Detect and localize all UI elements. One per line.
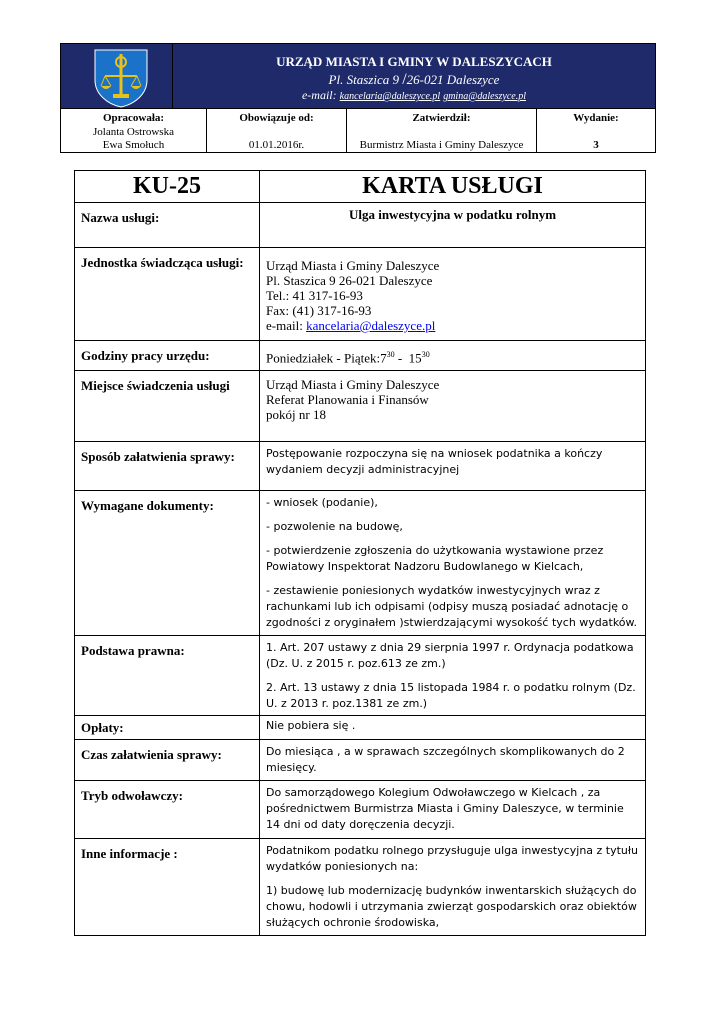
meta-approved [347, 109, 537, 153]
service-card-table [74, 170, 646, 936]
row-time [75, 740, 646, 781]
place-line: Urząd Miasta i Gminy Daleszyce [266, 377, 440, 392]
procedure-label: Sposób załatwienia sprawy: [75, 442, 260, 491]
place-line: Referat Planowania i Finansów [266, 392, 429, 407]
procedure-value: Postępowanie rozpoczyna się na wniosek podatnika a kończy wydaniem decyzji administracyjnej [260, 442, 646, 491]
row-appeal [75, 781, 646, 839]
document-item: - wniosek (podanie), [266, 496, 378, 509]
prepared-label: Opracowała: [102, 112, 165, 124]
row-place [75, 371, 646, 442]
unit-label: Jednostka świadcząca usługi: [75, 248, 260, 341]
row-procedure [75, 442, 646, 491]
hours-label: Godziny pracy urzędu: [75, 341, 260, 371]
place-label: Miejsce świadczenia usługi [75, 371, 260, 442]
appeal-value: Do samorządowego Kolegium Odwoławczego w Kielcach , za pośrednictwem Burmistrza Miasta i Gminy Daleszyce, w terminie 14 dni od daty doręczenia decyzji. [260, 781, 646, 839]
legal-item: 2. Art. 13 ustawy z dnia 15 listopada 1984 r. o podatku rolnym (Dz. U. z 2013 r. poz.1381 ze zm.) [266, 681, 636, 710]
card-title-row [75, 171, 646, 203]
email-label: e-mail: [301, 88, 337, 102]
other-item: Podatnikom podatku rolnego przysługuje ulga inwestycyjna z tytułu wydatków poniesionych na: [266, 844, 639, 873]
document-meta [61, 108, 655, 153]
hours-to-minutes: 30 [421, 350, 430, 359]
coat-of-arms-icon [91, 46, 151, 108]
valid-label: Obowiązuje od: [239, 112, 314, 124]
hours-separator: - 15 [394, 350, 422, 366]
fees-value: Nie pobiera się . [260, 716, 646, 740]
office-emails [173, 88, 655, 103]
other-item: 1) budowę lub modernizację budynków inwentarskich służących do chowu, hodowli i utrzymania zwierząt gospodarskich oraz obiektów służących ochronie środowiska, [266, 884, 637, 929]
hours-from-minutes: 30 [386, 350, 395, 359]
header-band [61, 44, 655, 108]
time-label: Czas załatwienia sprawy: [75, 740, 260, 781]
service-name-label: Nazwa usługi: [75, 203, 260, 248]
address-city: 26-021 Daleszyce [406, 72, 500, 87]
row-documents [75, 491, 646, 636]
hours-text: Poniedziałek - Piątek:7 [266, 350, 387, 366]
other-label: Inne informacje : [75, 839, 260, 936]
prepared-by-1: Jolanta Ostrowska [93, 126, 174, 138]
document-header [60, 43, 656, 153]
place-value [260, 371, 646, 442]
legal-label: Podstawa prawna: [75, 636, 260, 716]
approved-by: Burmistrz Miasta i Gminy Daleszyce [359, 139, 524, 151]
address-separator: / [402, 71, 407, 88]
hours-value [260, 341, 646, 371]
meta-prepared [61, 109, 207, 153]
service-name-value: Ulga inwestycyjna w podatku rolnym [260, 203, 646, 248]
unit-email-link[interactable]: kancelaria@daleszyce.pl [306, 318, 436, 333]
time-value: Do miesiąca , a w sprawach szczególnych skomplikowanych do 2 miesięcy. [260, 740, 646, 781]
place-line: pokój nr 18 [266, 407, 326, 422]
other-value [260, 839, 646, 936]
legal-value [260, 636, 646, 716]
documents-label: Wymagane dokumenty: [75, 491, 260, 636]
unit-value [260, 248, 646, 341]
unit-line: Urząd Miasta i Gminy Daleszyce [266, 258, 440, 273]
email-link-kancelaria[interactable]: kancelaria@daleszyce.pl [339, 91, 441, 102]
document-item: - pozwolenie na budowę, [266, 520, 403, 533]
document-item: - potwierdzenie zgłoszenia do użytkowania wystawione przez Powiatowy Inspektorat Nadzoru Budowlanego w Kielcach, [266, 544, 604, 573]
office-address [173, 71, 655, 89]
unit-email-line [266, 318, 639, 333]
unit-line: Pl. Staszica 9 26-021 Daleszyce [266, 273, 433, 288]
card-code: KU-25 [75, 171, 260, 203]
email-link-gmina[interactable]: gmina@daleszyce.pl [443, 91, 526, 102]
appeal-label: Tryb odwoławczy: [75, 781, 260, 839]
row-other-info [75, 839, 646, 936]
prepared-by-2: Ewa Smołuch [102, 139, 165, 151]
meta-edition [537, 109, 655, 153]
row-service-name [75, 203, 646, 248]
unit-line: Tel.: 41 317-16-93 [266, 288, 363, 303]
documents-value [260, 491, 646, 636]
edition-number: 3 [593, 139, 599, 151]
row-unit [75, 248, 646, 341]
legal-item: 1. Art. 207 ustawy z dnia 29 sierpnia 1997 r. Ordynacja podatkowa (Dz. U. z 2015 r. poz.613 ze zm.) [266, 641, 634, 670]
valid-from: 01.01.2016r. [248, 139, 305, 151]
address-street: Pl. Staszica 9 [328, 72, 399, 87]
unit-line: Fax: (41) 317-16-93 [266, 303, 372, 318]
meta-valid [207, 109, 347, 153]
row-fees [75, 716, 646, 740]
fees-label: Opłaty: [75, 716, 260, 740]
card-title: KARTA USŁUGI [260, 171, 646, 203]
office-name: URZĄD MIASTA I GMINY W DALESZYCACH [276, 54, 552, 69]
row-legal-basis [75, 636, 646, 716]
row-hours [75, 341, 646, 371]
approved-label: Zatwierdził: [412, 112, 471, 124]
document-item: - zestawienie poniesionych wydatków inwestycyjnych wraz z rachunkami lub ich odpisami (odpisy muszą posiadać adnotację o zgodności z oryginałem )stwierdzającymi wysokość tych wydatków. [266, 584, 638, 629]
unit-email-prefix: e-mail: [266, 318, 307, 333]
edition-label: Wydanie: [573, 112, 619, 124]
